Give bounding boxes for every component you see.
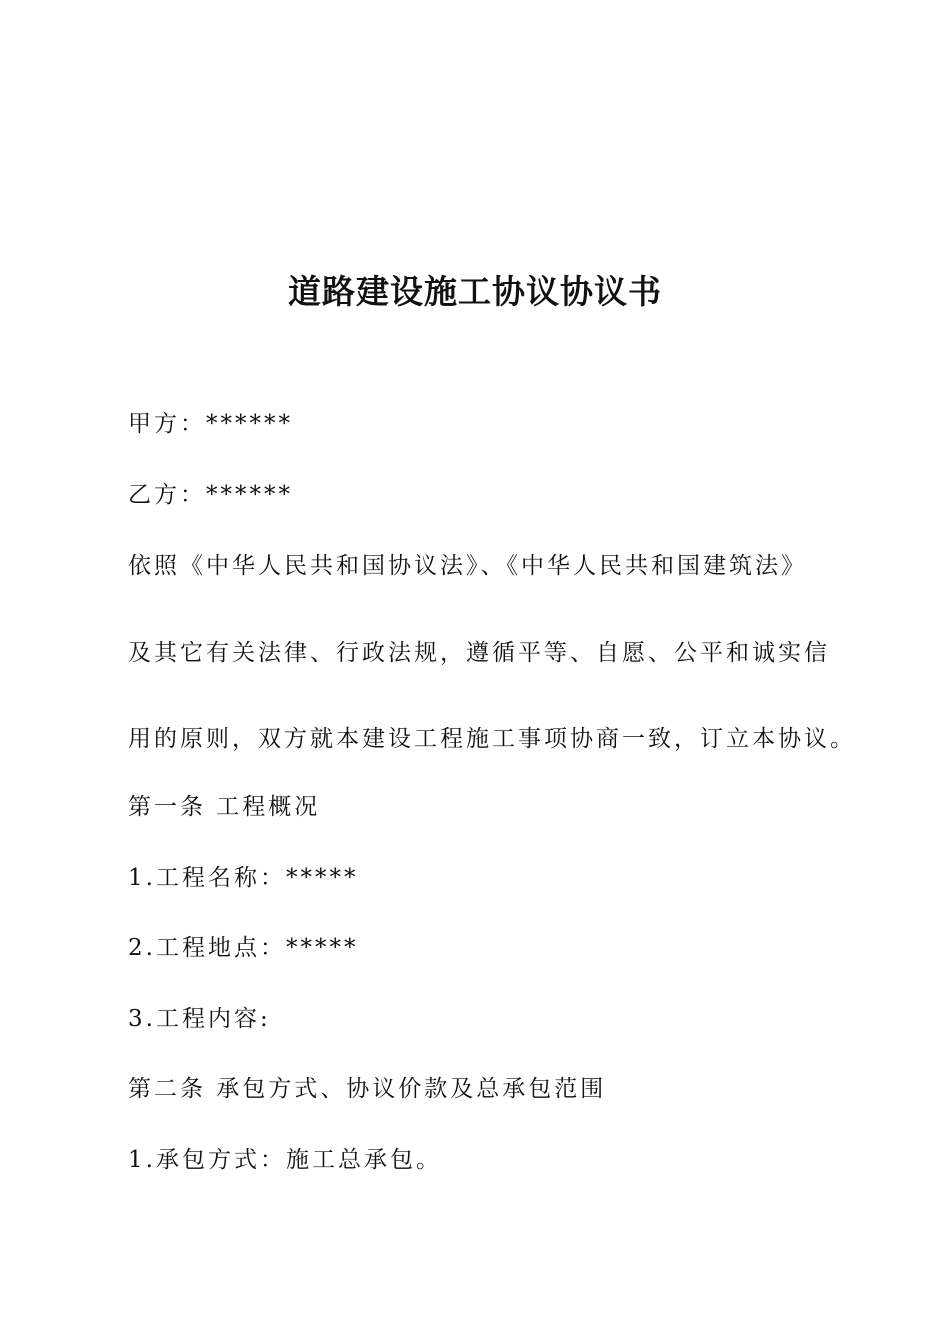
article-1-item-1: 1.工程名称：*****: [128, 865, 359, 891]
article-2-item-1: 1.承包方式：施工总承包。: [128, 1147, 442, 1173]
article-1-item-2: 2.工程地点：*****: [128, 935, 359, 961]
preamble-line-3: 用的原则，双方就本建设工程施工事项协商一致，订立本协议。: [128, 726, 856, 752]
preamble-line-2: 及其它有关法律、行政法规，遵循平等、自愿、公平和诚实信: [128, 640, 830, 666]
article-1-heading: 第一条 工程概况: [128, 794, 321, 820]
document-title: 道路建设施工协议协议书: [288, 272, 662, 311]
article-1-item-3: 3.工程内容:: [128, 1006, 271, 1032]
preamble-line-1: 依照《中华人民共和国协议法》、《中华人民共和国建筑法》: [128, 553, 807, 579]
party-b-line: 乙方：******: [128, 482, 293, 508]
article-2-heading: 第二条 承包方式、协议价款及总承包范围: [128, 1076, 607, 1102]
party-a-line: 甲方：******: [128, 411, 293, 437]
